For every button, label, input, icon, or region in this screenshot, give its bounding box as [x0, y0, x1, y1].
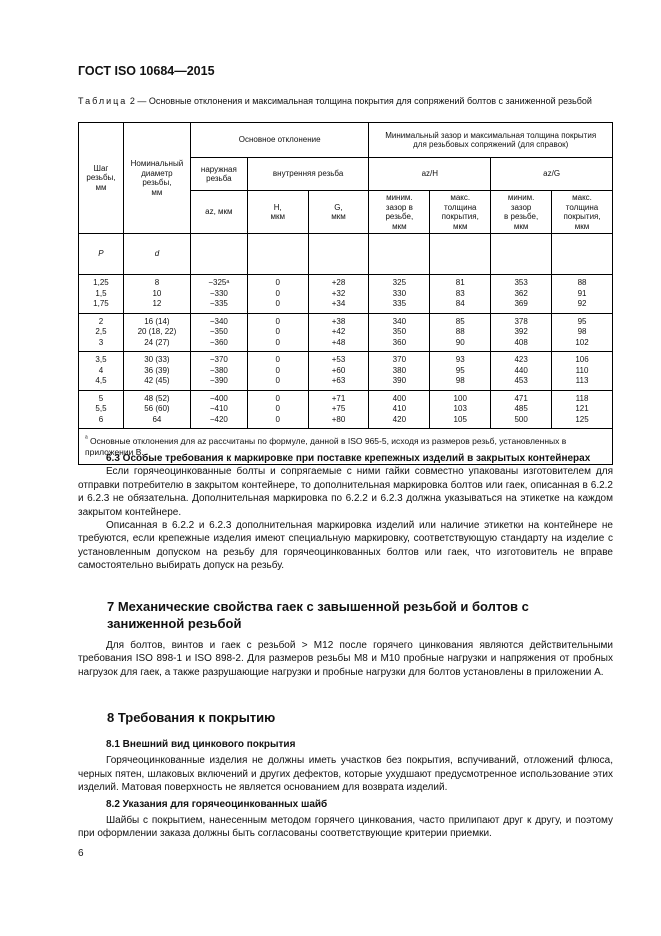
section-8-2-title: 8.2 Указания для горячеоцинкованных шайб [106, 798, 328, 810]
section-8-1-paragraph: Горячеоцинкованные изделия не должны иметь участков без покрытия, вспучиваний, отложений флюса, черных пятен, шлаковых включений и других дефектов, которые ухудшают предусмотренное использование этих изделий. Матовая поверхность не является основанием для возврата изделий. [78, 755, 613, 794]
header-max-thickness-azG: макс. толщина покрытия, мкм [552, 191, 613, 234]
table-cell-d: 16 (14) 20 (18, 22) 24 (27) [123, 313, 190, 352]
section-7-paragraph: Для болтов, винтов и гаек с резьбой > М12 после горячего цинкования являются действительными требования ISO 898-1 и ISO 898-2. Для размеров резьбы М8 и М10 пробные нагрузки и напряжения от пробных нагрузок для гаек, а также разрушающие нагрузки и пробные нагрузки для болтов установлены в приложении А. [78, 640, 613, 678]
header-external-thread: наружная резьба [190, 158, 247, 191]
table-cell-az: −370 −380 −390 [190, 352, 247, 391]
table-cell-H: 0 0 0 [247, 313, 308, 352]
table-cell-G: +53 +60 +63 [308, 352, 369, 391]
header-min-clearance: Минимальный зазор и максимальная толщина покрытия для резьбовых сопряжений (для справок) [369, 123, 613, 158]
table-cell-G: +71 +75 +80 [308, 390, 369, 429]
header-diameter-symbol: d [123, 234, 190, 275]
table-row [79, 390, 613, 429]
section-6-3-paragraph-1: Если горячеоцинкованные болты и сопрягаемые с ними гайки совместно упакованы изготовителем для отправки потребителю в закрытом контейнере, то дополнительная маркировка болтов или гаек, описанная в 6.2.2 и 6.2.3 не обязательна. Дополнительная маркировка по 6.2.2 и 6.2.3 должна указываться на этикетке на каждом закрытом контейнере. [78, 466, 613, 518]
table-row [79, 313, 613, 352]
table-row [79, 352, 613, 391]
table-cell-t1: 85 88 90 [430, 313, 491, 352]
table-cell-P: 2 2,5 3 [79, 313, 124, 352]
table-cell-az: −340 −350 −360 [190, 313, 247, 352]
caption-label: Таблица [78, 96, 128, 106]
header-pitch: Шаг резьбы, мм [79, 123, 124, 234]
header-diameter: Номинальный диаметр резьбы, мм [123, 123, 190, 234]
section-8-title: 8 Требования к покрытию [107, 710, 276, 725]
table-row [79, 275, 613, 314]
table-cell-t2: 106 110 113 [552, 352, 613, 391]
caption-text: — Основные отклонения и максимальная толщина покрытия для сопряжений болтов с заниженной резьбой [134, 96, 592, 106]
table-caption [78, 96, 618, 108]
table-cell-G: +28 +32 +34 [308, 275, 369, 314]
table-cell-az: −400 −410 −420 [190, 390, 247, 429]
header-max-thickness-azH: макс. толщина покрытия, мкм [430, 191, 491, 234]
header-H: H, мкм [247, 191, 308, 234]
section-8 [78, 738, 613, 841]
table-cell-H: 0 0 0 [247, 390, 308, 429]
table-cell-c1: 325 330 335 [369, 275, 430, 314]
caption-number: 2 [129, 96, 135, 106]
table-footnote: $^ᵃ$ Основные отклонения для az рассчитаны по формуле, данной в ISO 965-5, исходя из размеров резьб, установленных в приложении В. [79, 429, 613, 465]
section-6-3-title: 6.3 Особые требования к маркировке при поставке крепежных изделий в закрытых контейнерах [106, 453, 591, 464]
header-G: G, мкм [308, 191, 369, 234]
table-cell-c2: 471 485 500 [491, 390, 552, 429]
header-min-clearance-azH: миним. зазор в резьбе, мкм [369, 191, 430, 234]
table-cell-P: 5 5,5 6 [79, 390, 124, 429]
document-header: ГОСТ ISO 10684—2015 [78, 64, 215, 78]
table-cell-H: 0 0 0 [247, 352, 308, 391]
table-cell-c2: 353 362 369 [491, 275, 552, 314]
header-min-clearance-azG: миним. зазор в резьбе, мкм [491, 191, 552, 234]
header-internal-thread: внутренняя резьба [247, 158, 369, 191]
section-7 [78, 639, 613, 679]
table-cell-t1: 100 103 105 [430, 390, 491, 429]
table-cell-G: +38 +42 +48 [308, 313, 369, 352]
table-cell-t2: 88 91 92 [552, 275, 613, 314]
section-8-2-paragraph: Шайбы с покрытием, нанесенным методом горячего цинкования, часто прилипают друг к другу, и поэтому при оформлении заказа должны быть согласованы соответствующие критерии приемки. [78, 815, 613, 840]
table-cell-t2: 118 121 125 [552, 390, 613, 429]
table-cell-c2: 378 392 408 [491, 313, 552, 352]
header-az: az, мкм [190, 191, 247, 234]
table-cell-c1: 340 350 360 [369, 313, 430, 352]
section-6-3-paragraph-2: Описанная в 6.2.2 и 6.2.3 дополнительная маркировка изделий или наличие этикетки на контейнере не требуются, если крепежные изделия имеют специальную маркировку, соответствующую стандарту на изделие с установленным допуском на резьбу для горячеоцинкованных болтов или гаек, что изготовитель не вправе самостоятельно выбирать допуск на резьбу. [78, 520, 613, 572]
table-cell-c2: 423 440 453 [491, 352, 552, 391]
header-pitch-symbol: P [79, 234, 124, 275]
table-cell-c1: 400 410 420 [369, 390, 430, 429]
header-azH: az/H [369, 158, 491, 191]
table-cell-P: 1,25 1,5 1,75 [79, 275, 124, 314]
deviation-table [78, 122, 613, 465]
table-cell-t1: 81 83 84 [430, 275, 491, 314]
header-basic-deviation: Основное отклонение [190, 123, 369, 158]
table-cell-c1: 370 380 390 [369, 352, 430, 391]
table-cell-H: 0 0 0 [247, 275, 308, 314]
table-cell-P: 3,5 4 4,5 [79, 352, 124, 391]
table-cell-d: 30 (33) 36 (39) 42 (45) [123, 352, 190, 391]
table-cell-d: 48 (52) 56 (60) 64 [123, 390, 190, 429]
section-7-title: 7 Механические свойства гаек с завышенной резьбой и болтов с заниженной резьбой [107, 599, 529, 631]
page-number: 6 [78, 848, 84, 859]
table-cell-t2: 95 98 102 [552, 313, 613, 352]
section-8-1-title: 8.1 Внешний вид цинкового покрытия [106, 739, 296, 750]
table-cell-t1: 93 95 98 [430, 352, 491, 391]
header-azG: az/G [491, 158, 613, 191]
table-cell-d: 8 10 12 [123, 275, 190, 314]
table-cell-az: −325ᵃ −330 −335 [190, 275, 247, 314]
section-6-3 [78, 452, 613, 573]
